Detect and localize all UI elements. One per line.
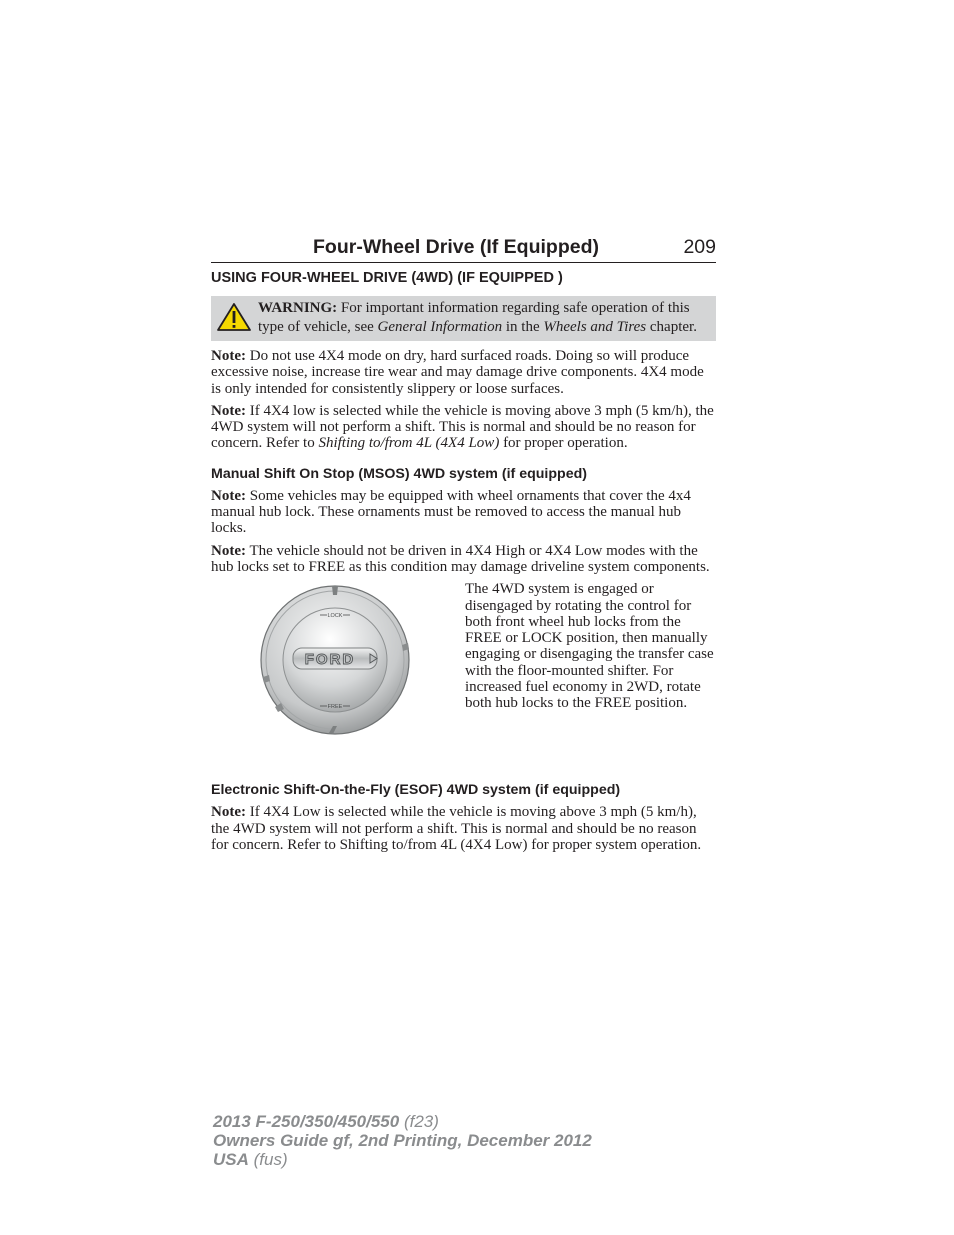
footer-line-model <box>213 1112 592 1131</box>
warning-text-3: chapter. <box>646 319 697 335</box>
warning-text-1: For important information regarding safe operation of this type of vehicle, see <box>258 300 690 335</box>
footer-market-code: (fus) <box>248 1150 288 1169</box>
esof-heading: Electronic Shift-On-the-Fly (ESOF) 4WD system (if equipped) <box>211 782 621 799</box>
note-text: If 4X4 Low is selected while the vehicle is moving above 3 mph (5 km/h), the 4WD system will not perform a shift. This is normal and should be no reason for concern. Refer to Shifting to/from 4L (4X4 Low) for proper system operation. <box>211 804 702 853</box>
hub-label-lock: LOCK <box>327 613 343 620</box>
hub-lock-description: The 4WD system is engaged or disengaged by rotating the control for both front wheel hub locks from the FREE or LOCK position, then manually engaging or disengaging the transfer case with the floor-mounted shifter. For increased fuel economy in 2WD, rotate both hub locks to the FREE position. <box>465 581 714 712</box>
hub-lock-illustration <box>211 581 465 749</box>
hub-lock-figure-row <box>211 581 716 749</box>
note-text: Do not use 4X4 mode on dry, hard surfaced roads. Doing so will produce excessive noise, increase tire wear and may damage drive components. 4X4 mode is only intended for consistently slippery or loose surfaces. <box>211 348 704 397</box>
note-esof-4x4-low <box>211 804 716 853</box>
note-label: Note: <box>211 487 246 504</box>
note-label: Note: <box>211 402 246 419</box>
note-text: Some vehicles may be equipped with wheel ornaments that cover the 4x4 manual hub lock. These ornaments must be removed to access the manual hub locks. <box>211 487 691 537</box>
warning-text-2: in the <box>502 319 544 335</box>
manual-page <box>211 228 716 853</box>
footer-line-market <box>213 1150 592 1169</box>
footer-line-printing: Owners Guide gf, 2nd Printing, December 2012 <box>213 1131 592 1150</box>
note-label: Note: <box>211 542 246 559</box>
note-4x4-low-shift <box>211 403 716 452</box>
page-footer <box>213 1112 592 1169</box>
hub-lock-figure <box>211 581 465 749</box>
footer-model-code: (f23) <box>399 1112 439 1131</box>
warning-label: WARNING: <box>258 300 338 316</box>
note-ref-shifting-4l: Shifting to/from 4L (4X4 Low) <box>318 435 500 452</box>
note-text: The vehicle should not be driven in 4X4 High or 4X4 Low modes with the hub locks set to FREE as this condition may damage driveline system components. <box>211 542 710 575</box>
page-header <box>211 228 716 263</box>
msos-heading: Manual Shift On Stop (MSOS) 4WD system (if equipped) <box>211 465 587 482</box>
footer-model: 2013 F-250/350/450/550 <box>213 1112 400 1131</box>
warning-box <box>211 296 716 341</box>
section-title: USING FOUR-WHEEL DRIVE (4WD) (IF EQUIPPED ) <box>211 270 563 286</box>
footer-market: USA <box>213 1150 249 1169</box>
warning-ref-general-information: General Information <box>377 319 503 335</box>
warning-triangle-icon <box>216 302 252 332</box>
note-text: If 4X4 low is selected while the vehicle is moving above 3 mph (5 km/h), the 4WD system will not perform a shift. This is normal and should be no reason for concern. Refer to <box>211 402 714 452</box>
warning-ref-wheels-and-tires: Wheels and Tires <box>543 319 647 335</box>
note-hub-locks-free <box>211 543 716 576</box>
note-wheel-ornaments <box>211 488 716 537</box>
hub-label-free: FREE <box>327 704 343 711</box>
note-label: Note: <box>211 348 246 364</box>
note-label: Note: <box>211 804 246 821</box>
chapter-title: Four-Wheel Drive (If Equipped) <box>313 236 599 258</box>
note-4x4-dry-roads <box>211 348 716 397</box>
hub-logo: FORD <box>304 651 356 669</box>
note-text-end: for proper operation. <box>499 435 628 452</box>
page-number: 209 <box>683 236 716 258</box>
